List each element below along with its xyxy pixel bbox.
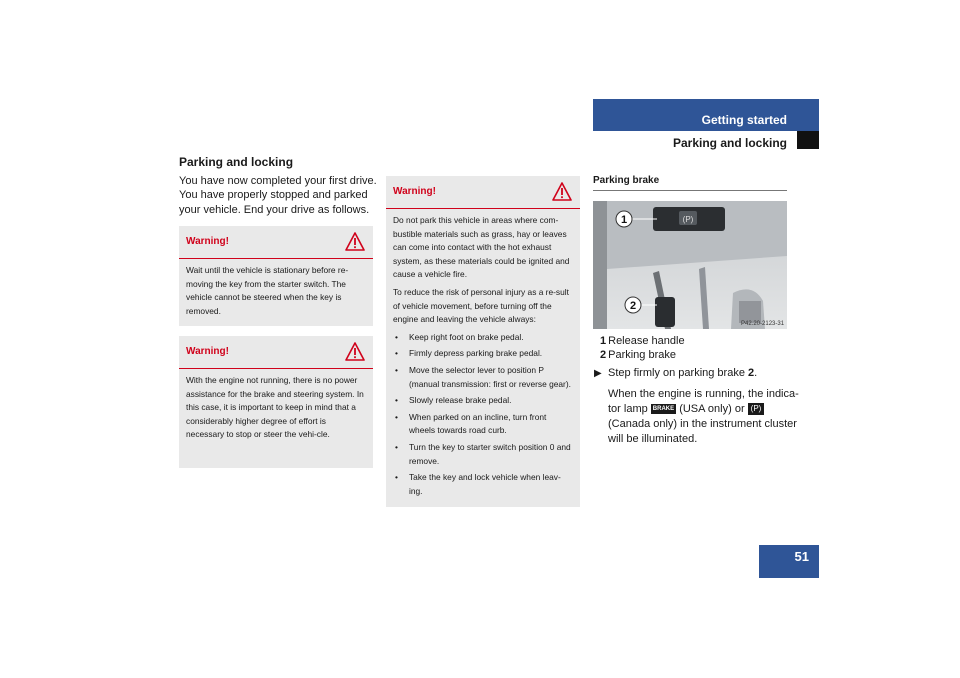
list-item: • Firmly depress parking brake pedal. [393, 347, 573, 361]
page-number: 51 [794, 549, 809, 564]
list-item: • Keep right foot on brake pedal. [393, 331, 573, 345]
indicator-note: When the engine is running, the indica-tor lamp BRAKE (USA only) or (P) (Canada only) in the instrument cluster will be illuminated. [608, 388, 799, 445]
list-item: • When parked on an incline, turn front wheels towards road curb. [393, 411, 573, 438]
warning-text: With the engine not running, there is no power assistance for the brake and steering system. In this case, it is important to keep in mind that a considerably higher degree of effort is necessary to stop or steer the vehi-cle. [186, 375, 364, 440]
play-arrow-icon: ▶ [594, 368, 602, 379]
warning-paragraph-fire: Do not park this vehicle in areas where com-bustible materials such as grass, hay or leaves can come into contact with the hot exhaust system, as these materials could be ignited and cause a vehicle fire. [393, 215, 570, 280]
page-number-box [759, 545, 819, 578]
legend-item-release-handle: 1 Release handle [600, 335, 685, 347]
header-bar [593, 99, 819, 131]
parking-brake-photo [593, 201, 787, 329]
warning-paragraph-injury: To reduce the risk of personal injury as a re-sult of vehicle movement, before turning off the engine and leaving the vehicle always: [393, 286, 569, 325]
warning-box-parking [386, 176, 580, 507]
legend-item-parking-brake: 2 Parking brake [600, 349, 676, 361]
warning-label: Warning! [393, 186, 436, 197]
header-tab-marker [797, 131, 819, 149]
list-item: • Take the key and lock vehicle when leav-ing. [393, 471, 573, 498]
section-title: Getting started [701, 113, 787, 127]
list-item: • Move the selector lever to position P (manual transmission: first or reverse gear). [393, 364, 573, 391]
svg-text:(P): (P) [682, 215, 694, 224]
svg-text:2: 2 [629, 300, 637, 312]
subsection-title: Parking and locking [672, 136, 787, 150]
warning-box-power-assist [179, 336, 373, 468]
warning-label: Warning! [186, 236, 229, 247]
parking-brake-lamp-icon: (P) [748, 403, 765, 415]
warning-triangle-icon [552, 182, 572, 201]
subsection-bar [593, 133, 819, 151]
intro-text: You have now completed your first drive. You have properly stopped and parked your vehicle. End your drive as follows. [179, 175, 377, 216]
warning-box-key [179, 226, 373, 326]
warning-text: Wait until the vehicle is stationary before re-moving the key from the starter switch. The vehicle cannot be steered when the key is removed. [186, 265, 349, 316]
instruction-step: ▶ Step firmly on parking brake 2. When the engine is running, the indica-tor lamp BRAKE (USA only) or (P) (Canada only) in the instrument cluster will be illuminated. [594, 366, 804, 447]
parking-brake-heading: Parking brake [593, 175, 787, 191]
parking-brake-illustration [593, 201, 787, 329]
list-item: • Slowly release brake pedal. [393, 394, 573, 408]
warning-label: Warning! [186, 346, 229, 357]
warning-triangle-icon [345, 232, 365, 251]
warning-bullet-list [393, 331, 573, 499]
brake-lamp-icon: BRAKE [652, 406, 675, 413]
svg-text:P42.20-2123-31: P42.20-2123-31 [741, 321, 785, 327]
page-title: Parking and locking [179, 155, 294, 169]
svg-text:1: 1 [620, 214, 628, 226]
list-item: • Turn the key to starter switch position 0 and remove. [393, 441, 573, 468]
photo-legend [600, 334, 685, 362]
warning-triangle-icon [345, 342, 365, 361]
